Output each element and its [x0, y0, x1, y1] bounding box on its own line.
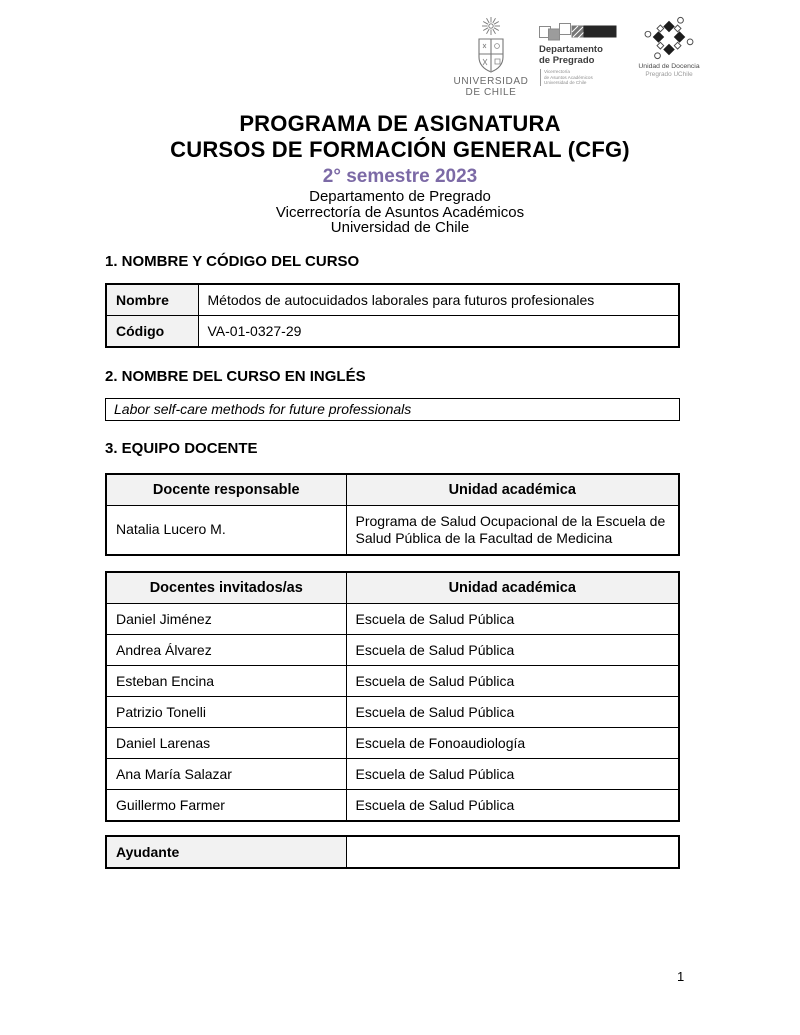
- pregrado-logo: [539, 13, 623, 86]
- document-title-line2: CURSOS DE FORMACIÓN GENERAL (CFG): [170, 137, 630, 162]
- document-title-line1: PROGRAMA DE ASIGNATURA: [239, 111, 561, 136]
- responsible-unit-cell: Programa de Salud Ocupacional de la Escuela de Salud Pública de la Facultad de Medicina: [346, 505, 679, 555]
- invited-unit-cell: Escuela de Fonoaudiología: [346, 727, 679, 758]
- codigo-value-cell: VA-01-0327-29: [198, 315, 679, 347]
- nombre-label-cell: Nombre: [106, 284, 198, 316]
- table-row: [106, 284, 679, 316]
- pregrado-logo-sub-line2: de Asuntos Académicos: [544, 74, 593, 80]
- invited-header-cell: Docentes invitados/as: [106, 572, 346, 604]
- table-row: [106, 315, 679, 347]
- responsible-name-cell: Natalia Lucero M.: [106, 505, 346, 555]
- semester-subtitle: 2° semestre 2023: [322, 166, 478, 187]
- logo-row: [453, 13, 705, 98]
- table-header-row: [106, 572, 679, 604]
- ayudante-value-cell: [346, 836, 679, 868]
- invited-unit-cell: Escuela de Salud Pública: [346, 665, 679, 696]
- section-3-heading: 3. EQUIPO DOCENTE: [105, 439, 258, 457]
- uchile-shield-icon: [459, 13, 523, 75]
- table-row: [106, 505, 679, 555]
- responsible-teacher-table: [105, 473, 680, 556]
- subtitle-universidad: Universidad de Chile: [330, 219, 470, 236]
- invited-unit-cell: Escuela de Salud Pública: [346, 789, 679, 821]
- invited-name-cell: Andrea Álvarez: [106, 634, 346, 665]
- invited-name-cell: Daniel Jiménez: [106, 603, 346, 634]
- assistant-table: [105, 835, 680, 869]
- invited-name-cell: Esteban Encina: [106, 665, 346, 696]
- table-row: [106, 665, 679, 696]
- invited-name-cell: Ana María Salazar: [106, 758, 346, 789]
- invited-teachers-table: [105, 571, 680, 822]
- invited-unit-cell: Escuela de Salud Pública: [346, 634, 679, 665]
- subtitle-vicerrectoria: Vicerrectoría de Asuntos Académicos: [275, 203, 525, 221]
- pregrado-logo-title-line1: Departamento: [539, 44, 603, 55]
- responsible-header-cell: Docente responsable: [106, 474, 346, 506]
- unit-header-cell: Unidad académica: [346, 572, 679, 604]
- invited-name-cell: Daniel Larenas: [106, 727, 346, 758]
- docencia-logo-line2: Pregrado UChile: [645, 71, 693, 78]
- codigo-label-cell: Código: [106, 315, 198, 347]
- invited-unit-cell: Escuela de Salud Pública: [346, 758, 679, 789]
- ayudante-label-cell: Ayudante: [106, 836, 346, 868]
- pregrado-logo-sub-line1: Vicerrectoría: [544, 69, 570, 74]
- docencia-logo-line1: Unidad de Docencia: [638, 63, 700, 70]
- nombre-value-cell: Métodos de autocuidados laborales para futuros profesionales: [198, 284, 679, 316]
- pregrado-squares-icon: [539, 22, 617, 41]
- document-body: [105, 253, 680, 869]
- table-row: [106, 836, 679, 868]
- invited-name-cell: Guillermo Farmer: [106, 789, 346, 821]
- table-row: [106, 696, 679, 727]
- table-row: [106, 727, 679, 758]
- invited-unit-cell: Escuela de Salud Pública: [346, 696, 679, 727]
- table-header-row: [106, 474, 679, 506]
- page-number: 1: [677, 969, 685, 984]
- docencia-logo: [633, 13, 705, 78]
- section-1-heading: 1. NOMBRE Y CÓDIGO DEL CURSO: [105, 252, 360, 270]
- docencia-pinwheel-icon: [642, 15, 696, 61]
- unit-header-cell: Unidad académica: [346, 474, 679, 506]
- subtitle-departamento: Departamento de Pregrado: [309, 188, 491, 205]
- pregrado-logo-sub-line3: Universidad de Chile: [544, 80, 587, 86]
- invited-name-cell: Patrizio Tonelli: [106, 696, 346, 727]
- invited-unit-cell: Escuela de Salud Pública: [346, 603, 679, 634]
- table-row: [106, 758, 679, 789]
- table-row: [106, 603, 679, 634]
- table-row: [106, 634, 679, 665]
- table-row: [106, 789, 679, 821]
- uchile-logo-line2: DE CHILE: [465, 87, 517, 98]
- section-2-heading: 2. NOMBRE DEL CURSO EN INGLÉS: [105, 367, 366, 385]
- course-name-table: [105, 283, 680, 348]
- uchile-logo-line1: UNIVERSIDAD: [453, 76, 529, 87]
- uchile-logo: [453, 13, 529, 98]
- english-name-box: Labor self-care methods for future professionals: [105, 398, 680, 421]
- pregrado-logo-title-line2: de Pregrado: [539, 54, 595, 66]
